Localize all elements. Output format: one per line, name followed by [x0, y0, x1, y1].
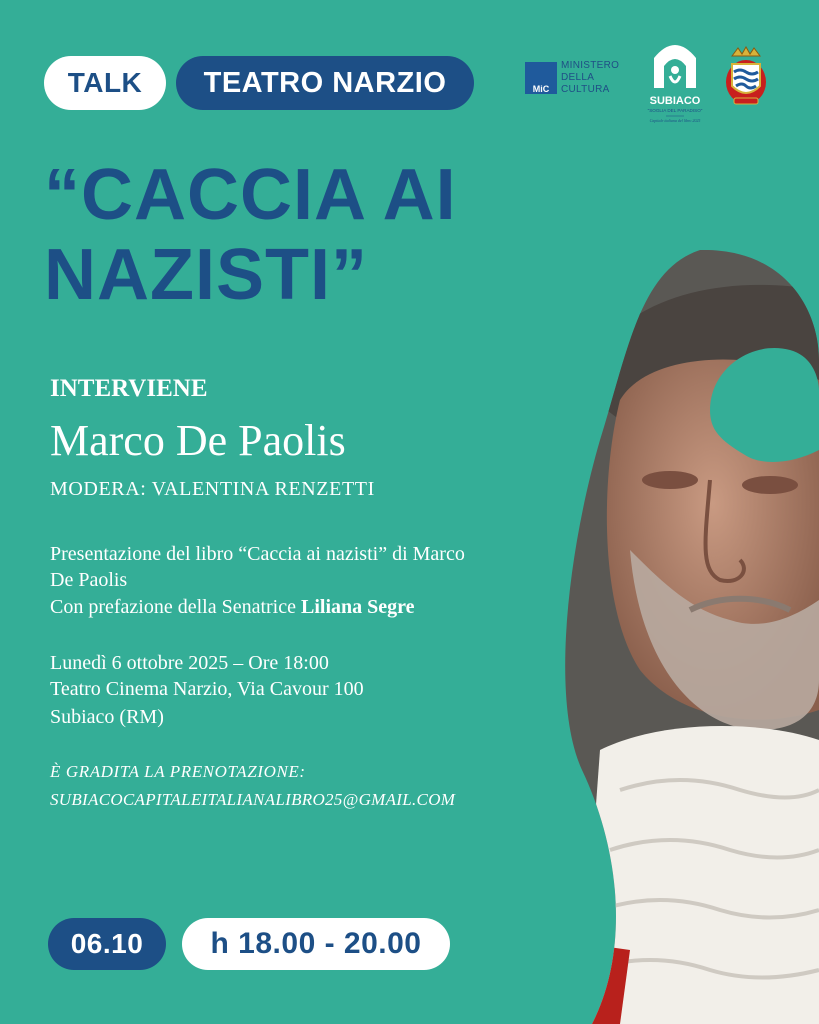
subiaco-motto: "SOGLIA DEL PARADISO": [647, 108, 703, 113]
speaker-name: Marco De Paolis: [50, 416, 346, 465]
mic-badge: MiC: [525, 62, 557, 94]
moderator-line: MODERA: VALENTINA RENZETTI: [50, 478, 375, 500]
event-venue-line: Teatro Cinema Narzio, Via Cavour 100: [50, 678, 364, 700]
title-line-1: “CACCIA AI: [44, 155, 457, 235]
preface-name: Liliana Segre: [301, 596, 415, 618]
date-badge: 06.10: [48, 918, 166, 970]
coat-of-arms-icon: [720, 46, 772, 110]
subiaco-name: SUBIACO: [649, 95, 701, 107]
subiaco-arch-icon: [640, 36, 710, 128]
booking-label: È GRADITA LA PRENOTAZIONE:: [50, 762, 306, 781]
intervenes-label: INTERVIENE: [50, 375, 208, 402]
subiaco-subtitle: Capitale italiana del libro 2025: [649, 118, 701, 123]
mic-line-2: DELLA: [561, 72, 595, 83]
event-title: [44, 155, 457, 315]
speaker-portrait: [560, 250, 819, 1024]
subiaco-logo: [640, 36, 710, 128]
presentation-line-2: De Paolis: [50, 569, 128, 591]
talk-badge: TALK: [44, 56, 166, 110]
preface-prefix: Con prefazione della Senatrice: [50, 596, 301, 618]
presentation-line-1: Presentazione del libro “Caccia ai nazisti” di Marco: [50, 543, 465, 565]
ministry-of-culture-logo: [525, 58, 629, 98]
mic-line-3: CULTURA: [561, 84, 610, 95]
venue-badge: TEATRO NARZIO: [176, 56, 474, 110]
time-badge: h 18.00 - 20.00: [182, 918, 450, 970]
title-line-2: NAZISTI”: [44, 235, 368, 315]
preface-line: [50, 596, 415, 619]
booking-email: SUBIACOCAPITALEITALIANALIBRO25@GMAIL.COM: [50, 790, 456, 809]
event-city-line: Subiaco (RM): [50, 706, 164, 728]
mic-line-1: MINISTERO: [561, 60, 620, 71]
event-date-line: Lunedì 6 ottobre 2025 – Ore 18:00: [50, 652, 329, 674]
